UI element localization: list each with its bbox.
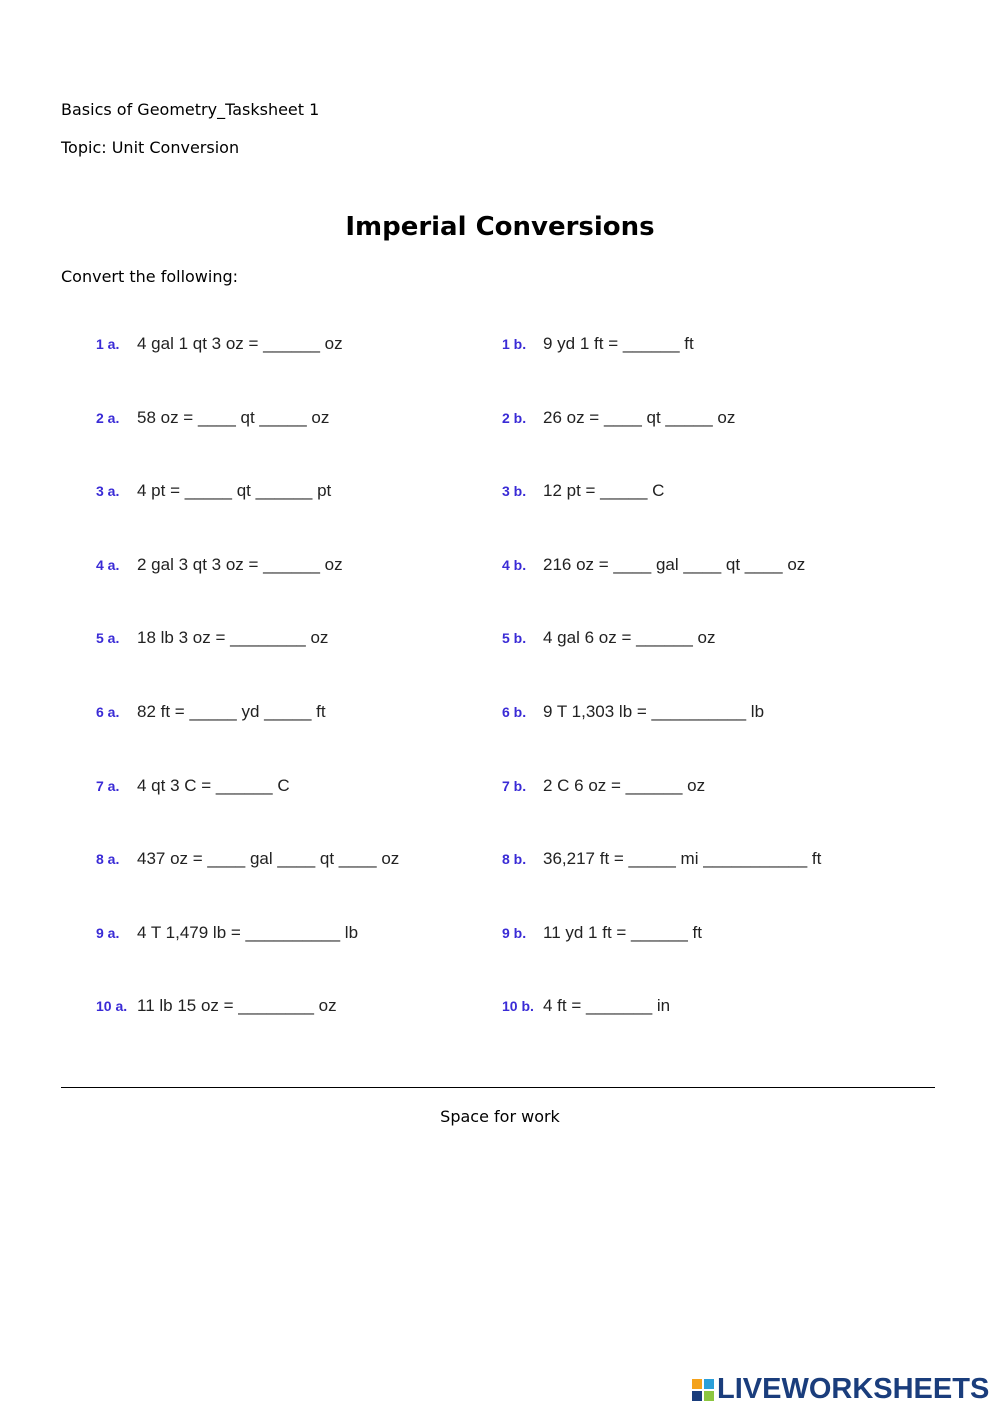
problem-number: 4 a. [96, 557, 120, 573]
problem-item [502, 775, 705, 797]
problem-item [96, 407, 329, 429]
problem-number: 5 a. [96, 630, 120, 646]
problem-item [502, 554, 805, 576]
problem-text: 216 oz = ____ gal ____ qt ____ oz [543, 555, 806, 574]
problem-item [502, 627, 716, 649]
problem-number: 2 b. [502, 410, 527, 426]
header-topic: Topic: Unit Conversion [61, 138, 240, 157]
problem-item [502, 995, 670, 1017]
problem-number: 7 a. [96, 778, 120, 794]
problem-text: 4 gal 6 oz = ______ oz [543, 628, 716, 647]
problem-item [96, 554, 343, 576]
problem-text: 26 oz = ____ qt _____ oz [543, 408, 736, 427]
logo-text: LIVEWORKSHEETS [717, 1373, 990, 1405]
problem-text: 58 oz = ____ qt _____ oz [137, 408, 330, 427]
problem-number: 8 a. [96, 851, 120, 867]
problem-text: 9 T 1,303 lb = __________ lb [543, 702, 765, 721]
problem-text: 437 oz = ____ gal ____ qt ____ oz [137, 849, 400, 868]
problem-number: 7 b. [502, 778, 527, 794]
problem-text: 4 ft = _______ in [543, 996, 671, 1015]
problem-item [502, 333, 694, 355]
problem-text: 36,217 ft = _____ mi ___________ ft [543, 849, 822, 868]
problem-item [96, 480, 331, 502]
problem-text: 4 qt 3 C = ______ C [137, 776, 290, 795]
problem-item [502, 407, 735, 429]
problem-number: 10 b. [502, 998, 534, 1014]
problem-number: 6 a. [96, 704, 120, 720]
problem-text: 4 pt = _____ qt ______ pt [137, 481, 332, 500]
problem-item [96, 627, 328, 649]
liveworksheets-logo [692, 1373, 989, 1407]
problem-text: 18 lb 3 oz = ________ oz [137, 628, 329, 647]
problem-number: 1 a. [96, 336, 120, 352]
problem-item [502, 848, 821, 870]
problem-text: 2 C 6 oz = ______ oz [543, 776, 706, 795]
problem-item [96, 848, 399, 870]
header-line-1: Basics of Geometry_Tasksheet 1 [61, 100, 320, 119]
problem-text: 4 gal 1 qt 3 oz = ______ oz [137, 334, 343, 353]
page-title: Imperial Conversions [345, 212, 655, 242]
problem-text: 82 ft = _____ yd _____ ft [137, 702, 326, 721]
work-space-label: Space for work [440, 1107, 560, 1126]
problem-item [96, 333, 343, 355]
problem-item [502, 701, 764, 723]
problem-number: 10 a. [96, 998, 128, 1014]
problem-item [96, 995, 337, 1017]
problem-text: 11 lb 15 oz = ________ oz [137, 996, 337, 1015]
problem-number: 5 b. [502, 630, 527, 646]
problem-number: 6 b. [502, 704, 527, 720]
problem-number: 4 b. [502, 557, 527, 573]
problem-item [502, 480, 664, 502]
problem-text: 11 yd 1 ft = ______ ft [543, 923, 702, 942]
problem-item [502, 922, 702, 944]
problem-item [96, 775, 290, 797]
problem-number: 8 b. [502, 851, 527, 867]
problem-item [96, 922, 358, 944]
problem-text: 9 yd 1 ft = ______ ft [543, 334, 694, 353]
problem-text: 12 pt = _____ C [543, 481, 665, 500]
problem-item [96, 701, 326, 723]
problem-number: 9 b. [502, 925, 527, 941]
problem-number: 3 a. [96, 483, 120, 499]
problem-number: 2 a. [96, 410, 120, 426]
problem-number: 3 b. [502, 483, 527, 499]
problem-text: 2 gal 3 qt 3 oz = ______ oz [137, 555, 343, 574]
problem-number: 1 b. [502, 336, 527, 352]
divider-line [61, 1087, 935, 1088]
problem-number: 9 a. [96, 925, 120, 941]
instruction: Convert the following: [61, 267, 239, 286]
logo-icon [692, 1379, 714, 1401]
problem-text: 4 T 1,479 lb = __________ lb [137, 923, 359, 942]
